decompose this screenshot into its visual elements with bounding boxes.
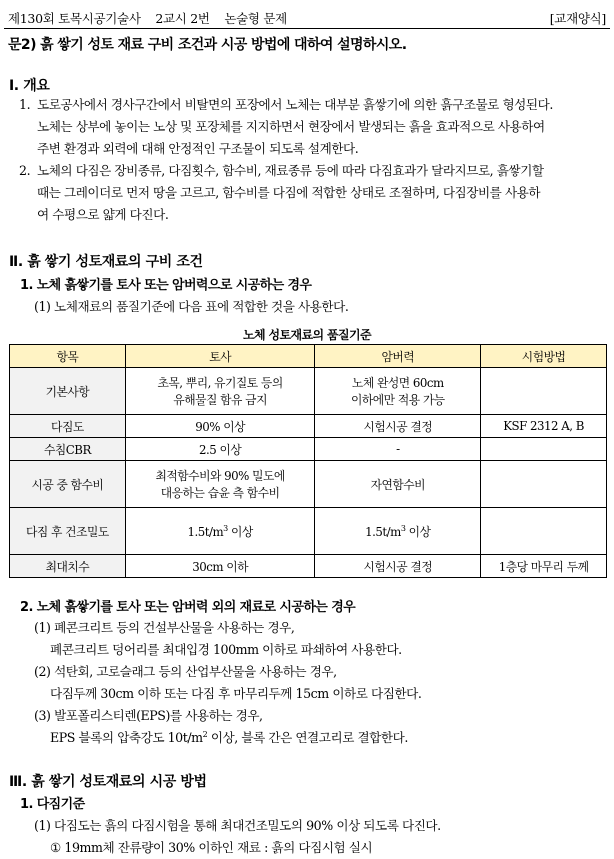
density-suffix: 이상 xyxy=(405,524,431,539)
compaction-subitem-1: ① 19mm체 잔류량이 30% 이하인 재료 : 흙의 다짐시험 실시 xyxy=(50,840,373,855)
table-row xyxy=(10,461,607,508)
table-cell-soil xyxy=(125,461,315,508)
alt-material-item-2-text: 석탄회, 고로슬래그 등의 산업부산물을 사용하는 경우, xyxy=(54,664,337,679)
table-cell-soil: 30cm 이하 xyxy=(125,555,315,578)
overview-item-1-number: 1. xyxy=(19,97,31,112)
overview-item-2-line: 때는 그레이더로 먼저 땅을 고르고, 함수비를 다짐에 적합한 상태로 조절하며, 다짐장비를 사용하 xyxy=(37,185,541,200)
alt-material-item-1-number: (1) xyxy=(34,620,51,635)
table-header-row xyxy=(10,345,607,368)
alt-material-item-3-line-2 xyxy=(50,727,408,746)
section-1-heading: Ⅰ. 개요 xyxy=(9,78,50,94)
table-cell-method: KSF 2312 A, B xyxy=(481,415,607,438)
table-cell-method xyxy=(481,438,607,461)
eps-strength-suffix: 이상, 블록 간은 연결고리로 결합한다. xyxy=(207,730,408,745)
table-cell-method: 1층당 마무리 두께 xyxy=(481,555,607,578)
table-cell-soil xyxy=(125,508,315,555)
exam-title: 제130회 토목시공기술사 xyxy=(8,11,141,26)
table-cell-soil xyxy=(125,368,315,415)
overview-item-1 xyxy=(19,94,605,160)
eps-strength-text: EPS 블록의 압축강도 10t/m xyxy=(50,730,203,745)
alt-material-item-3-line-1 xyxy=(34,705,263,724)
overview-item-2-text xyxy=(37,160,605,226)
table-row xyxy=(10,368,607,415)
alt-material-item-2-line-1 xyxy=(34,661,337,680)
cell-line: 최적함수비와 90% 밀도에 xyxy=(155,469,285,483)
table-cell-rock: 자연함수비 xyxy=(315,461,481,508)
section-2-heading: Ⅱ. 흙 쌓기 성토재료의 구비 조건 xyxy=(9,254,203,270)
alt-material-item-2-number: (2) xyxy=(34,664,51,679)
cell-line: 유해물질 함유 금지 xyxy=(173,393,267,407)
quality-standard-table xyxy=(9,344,607,578)
cell-line: 노체 완성면 60cm xyxy=(351,376,444,390)
table-row-label: 다짐도 xyxy=(10,415,126,438)
section-2-subheading-1: 1. 노체 흙쌓기를 토사 또는 암버력으로 시공하는 경우 xyxy=(20,278,312,293)
table-cell-method xyxy=(481,368,607,415)
overview-item-1-line: 주변 환경과 외력에 대해 안정적인 구조물이 되도록 설계한다. xyxy=(37,141,359,156)
table-header-soil: 토사 xyxy=(125,345,315,368)
section-3-heading: Ⅲ. 흙 쌓기 성토재료의 시공 방법 xyxy=(9,774,207,790)
table-row xyxy=(10,555,607,578)
alt-material-item-1-text: 폐콘크리트 등의 건설부산물을 사용하는 경우, xyxy=(54,620,295,635)
table-cell-soil: 90% 이상 xyxy=(125,415,315,438)
exam-period: 2교시 2번 xyxy=(155,11,210,26)
question-title: 문2) 흙 쌓기 성토 재료 구비 조건과 시공 방법에 대하여 설명하시오. xyxy=(8,37,407,53)
table-cell-rock: - xyxy=(315,438,481,461)
compaction-item-1: (1) 다짐도는 흙의 다짐시험을 통해 최대건조밀도의 90% 이상 되도록 다진다. xyxy=(34,818,441,833)
table-cell-rock: 시험시공 결정 xyxy=(315,415,481,438)
density-exponent: 3 xyxy=(223,523,228,533)
table-header-rock: 암버력 xyxy=(315,345,481,368)
exam-info xyxy=(8,9,287,27)
table-row-label: 수침CBR xyxy=(10,438,126,461)
density-value: 1.5t/m xyxy=(365,524,401,539)
table-row-label: 시공 중 함수비 xyxy=(10,461,126,508)
overview-item-2 xyxy=(19,160,605,226)
cell-line: 이하에만 적용 가능 xyxy=(350,393,445,407)
table-row-label: 다짐 후 건조밀도 xyxy=(10,508,126,555)
density-exponent: 3 xyxy=(400,523,406,533)
table-cell-rock xyxy=(315,508,481,555)
format-tag: [교재양식] xyxy=(549,11,606,26)
section-2-subheading-2: 2. 노체 흙쌓기를 토사 또는 암버력 외의 재료로 시공하는 경우 xyxy=(20,600,356,615)
table-row-label: 최대치수 xyxy=(10,555,126,578)
table-cell-method xyxy=(481,461,607,508)
alt-material-item-3-text: 발포폴리스티렌(EPS)를 사용하는 경우, xyxy=(54,708,263,723)
overview-item-1-line: 노체는 상부에 놓이는 노상 및 포장체를 지지하면서 현장에서 발생되는 흙을 효과적으로 사용하여 xyxy=(37,119,545,134)
table-cell-soil: 2.5 이상 xyxy=(125,438,315,461)
cell-line: 대응하는 습윤 측 함수비 xyxy=(160,486,280,500)
table-row xyxy=(10,508,607,555)
overview-item-2-line: 노체의 다짐은 장비종류, 다짐횟수, 함수비, 재료종류 등에 따라 다짐효과가 달라지므로, 흙쌓기할 xyxy=(37,163,544,178)
table-title: 노체 성토재료의 품질기준 xyxy=(242,328,372,342)
alt-material-item-2-line-2: 다짐두께 30cm 이하 또는 다짐 후 마무리두께 15cm 이하로 다짐한다. xyxy=(50,686,422,701)
density-value: 1.5t/m xyxy=(187,524,224,539)
table-cell-rock xyxy=(315,368,481,415)
header-divider xyxy=(4,28,610,29)
cell-line: 초목, 뿌리, 유기질토 등의 xyxy=(157,376,283,390)
alt-material-item-1-line-1 xyxy=(34,617,294,636)
table-row xyxy=(10,438,607,461)
table-cell-rock: 시험시공 결정 xyxy=(315,555,481,578)
alt-material-item-1-line-2: 폐콘크리트 덩어리를 최대입경 100mm 이하로 파쇄하여 사용한다. xyxy=(50,642,402,657)
density-suffix: 이상 xyxy=(227,524,253,539)
table-cell-method xyxy=(481,508,607,555)
overview-item-1-line: 도로공사에서 경사구간에서 비탈면의 포장에서 노체는 대부분 흙쌓기에 의한 흙구조물로 형성된다. xyxy=(37,97,553,112)
eps-strength-exponent: 2 xyxy=(202,729,208,739)
exam-header xyxy=(8,7,606,27)
table-row-label: 기본사항 xyxy=(10,368,126,415)
alt-material-item-3-number: (3) xyxy=(34,708,51,723)
table-row xyxy=(10,415,607,438)
overview-item-2-number: 2. xyxy=(19,163,31,178)
overview-item-1-text xyxy=(37,94,605,160)
table-header-method: 시험방법 xyxy=(481,345,607,368)
section-2-1-item: (1) 노체재료의 품질기준에 다음 표에 적합한 것을 사용한다. xyxy=(34,299,349,314)
table-header-item: 항목 xyxy=(10,345,126,368)
exam-type: 논술형 문제 xyxy=(224,11,287,26)
section-3-subheading-1: 1. 다짐기준 xyxy=(20,797,85,812)
overview-item-2-line: 여 수평으로 얇게 다진다. xyxy=(37,207,169,222)
